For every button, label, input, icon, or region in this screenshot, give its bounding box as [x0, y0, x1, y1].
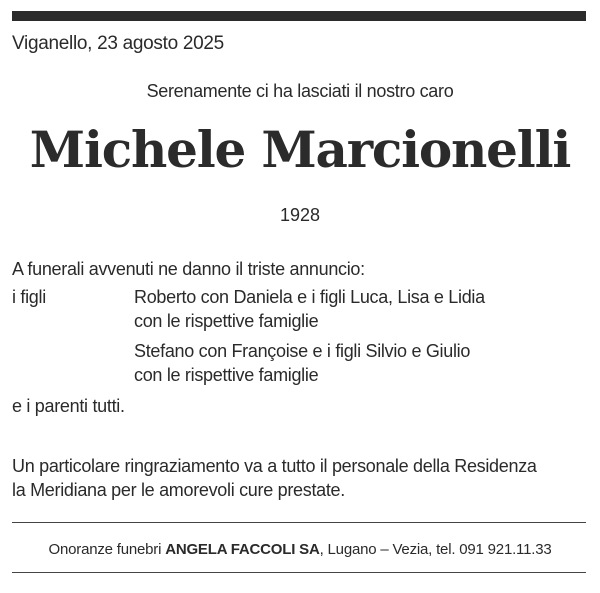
thanks-line-1: Un particolare ringraziamento va a tutto il personale della Residenza: [12, 456, 537, 476]
announcement-text: A funerali avvenuti ne danno il triste annuncio:: [12, 259, 365, 279]
birth-year: 1928: [279, 205, 321, 225]
family-1-line-2: con le rispettive famiglie: [134, 311, 319, 331]
place-date: Viganello, 23 agosto 2025: [12, 33, 224, 54]
family-2-line-1: Stefano con Françoise e i figli Silvio e Giulio: [134, 341, 471, 361]
family-2-line-2: con le rispettive famiglie: [134, 365, 319, 385]
relatives-label: i figli: [12, 287, 46, 307]
footer-top-rule: [12, 522, 586, 523]
footer-bottom-rule: [12, 572, 586, 573]
funeral-home-footer: [0, 541, 600, 558]
footer-contact: , Lugano – Vezia, tel. 091 921.11.33: [319, 541, 552, 558]
footer-company: ANGELA FACCOLI SA: [165, 541, 320, 558]
family-1-line-1: Roberto con Daniela e i figli Luca, Lisa e Lidia: [134, 287, 485, 307]
deceased-name: Michele Marcionelli: [29, 120, 571, 179]
top-border-bar: [12, 11, 586, 21]
intro-text: Serenamente ci ha lasciati il nostro caro: [146, 81, 454, 101]
thanks-line-2: la Meridiana per le amorevoli cure prestate.: [12, 480, 345, 500]
closing-text: e i parenti tutti.: [12, 396, 125, 416]
footer-prefix: Onoranze funebri: [48, 541, 166, 558]
